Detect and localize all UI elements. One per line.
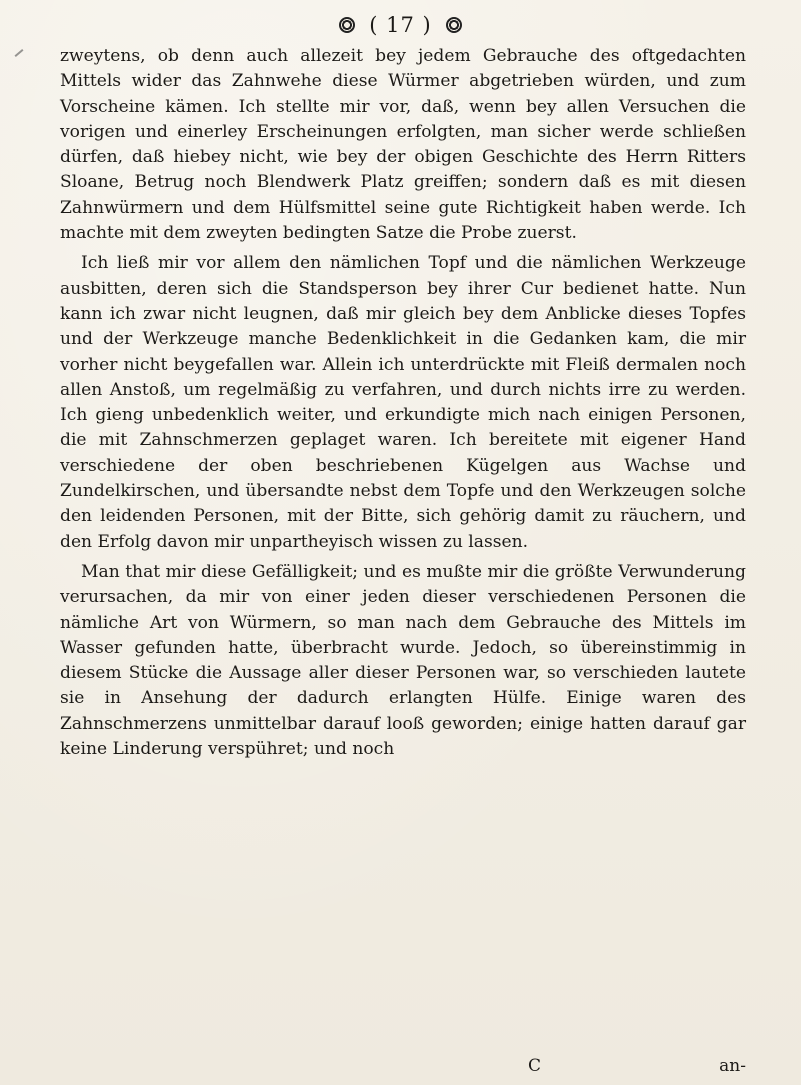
page-number: ( 17 ) bbox=[369, 13, 432, 37]
left-rosette-icon bbox=[339, 17, 355, 33]
margin-mark bbox=[15, 49, 24, 57]
body-text bbox=[60, 44, 746, 762]
paragraph-1: zweytens, ob denn auch allezeit bey jedem Gebrauche des oftgedachten Mittels wider das Zahnwehe diese Würmer abgetrieben würden, und zum Vorscheine kämen. Ich stellte mir vor, daß, wenn bey allen Versuchen die vorigen und einerley Erscheinungen erfolgten, man sicher werde schließen dürfen, daß hiebey nicht, wie bey der obigen Geschichte des Herrn Ritters Sloane, Betrug noch Blendwerk Platz greiffen; sondern daß es mit diesen Zahnwürmern und dem Hülfsmittel seine gute Richtigkeit haben werde. Ich machte mit dem zweyten bedingten Satze die Probe zuerst. bbox=[60, 46, 746, 244]
signature-mark: C bbox=[528, 1056, 542, 1076]
page-header bbox=[0, 10, 801, 40]
page-footer bbox=[60, 1056, 746, 1080]
paragraph-2: Ich ließ mir vor allem den nämlichen Topf und die nämlichen Werkzeuge ausbitten, deren sich die Standsperson bey ihrer Cur bedienet hatte. Nun kann ich zwar nicht leugnen, daß mir gleich bey dem Anblicke dieses Topfes und der Werkzeuge manche Bedenklichkeit in die Gedanken kam, die mir vorher nicht beygefallen war. Allein ich unterdrückte mit Fleiß dermalen noch allen Anstoß, um regelmäßig zu verfahren, und durch nichts irre zu werden. Ich gieng unbedenklich weiter, und erkundigte mich nach einigen Personen, die mit Zahnschmerzen geplaget waren. Ich bereitete mit eigener Hand verschiedene der oben beschriebenen Kügelgen aus Wachse und Zundelkirschen, und übersandte nebst dem Topfe und den Werkzeugen solche den leidenden Personen, mit der Bitte, sich gehörig damit zu räuchern, und den Erfolg davon mir unpartheyisch wissen zu lassen. bbox=[60, 253, 746, 552]
right-rosette-icon bbox=[446, 17, 462, 33]
catchword: an- bbox=[719, 1056, 746, 1076]
paragraph-3: Man that mir diese Gefälligkeit; und es mußte mir die größte Verwunderung verursachen, da mir von einer jeden dieser verschiedenen Personen die nämliche Art von Würmern, so man nach dem Gebrauche des Mittels im Wasser gefunden hatte, überbracht wurde. Jedoch, so übereinstimmig in diesem Stücke die Aussage aller dieser Personen war, so verschieden lautete sie in Ansehung der dadurch erlangten Hülfe. Einige waren des Zahnschmerzens unmittelbar darauf looß geworden; einige hatten darauf gar keine Linderung verspühret; und noch bbox=[60, 561, 746, 760]
